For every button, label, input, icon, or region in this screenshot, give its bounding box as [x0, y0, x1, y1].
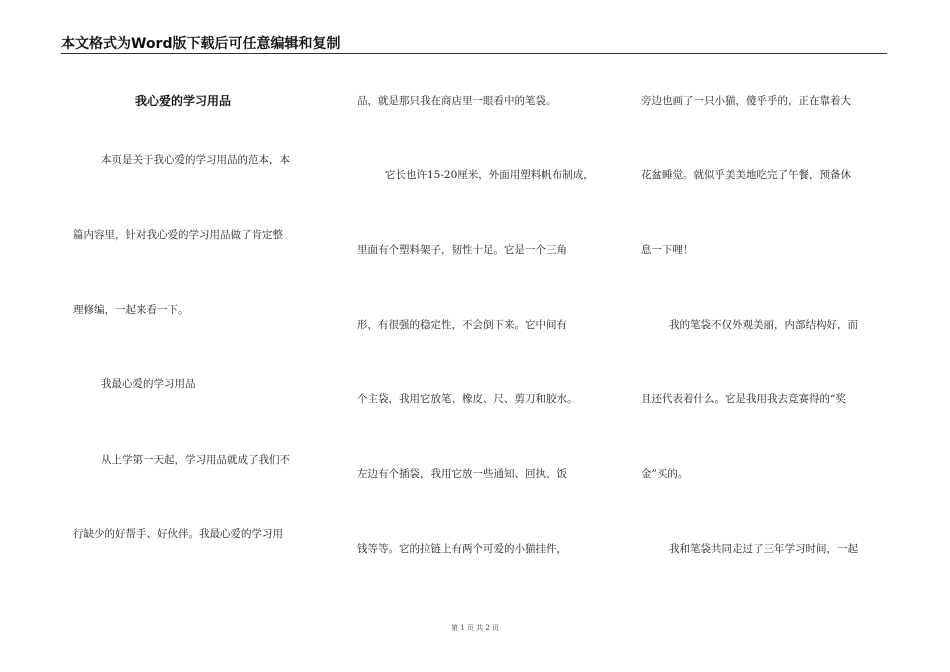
paragraph-line: 从上学第一天起，学习用品就成了我们不: [101, 454, 290, 466]
paragraph-line: 钱等等。它的拉链上有两个可爱的小猫挂件，: [357, 543, 567, 555]
paragraph-line: 形，有很强的稳定性，不会倒下来。它中间有: [357, 319, 567, 331]
paragraph-line: 左边有个插袋，我用它放一些通知、回执、饭: [357, 468, 567, 480]
page-number-footer: 第 1 页 共 2 页: [450, 624, 500, 632]
article-title: 我心爱的学习用品: [135, 94, 232, 108]
paragraph-line: 里面有个塑料架子，韧性十足。它是一个三角: [357, 244, 567, 256]
paragraph-line: 行缺少的好帮手、好伙伴。我最心爱的学习用: [73, 528, 283, 540]
text-column-1: [73, 0, 321, 672]
paragraph-line: 金”买的。: [641, 468, 689, 480]
paragraph-line: 个主袋，我用它放笔、橡皮、尺、剪刀和胶水。: [357, 393, 578, 405]
text-column-3: [641, 0, 889, 672]
paragraph-line: 息一下哩！: [641, 244, 694, 256]
paragraph-line: 它长也许15-20厘米，外面用塑料帆布制成，: [385, 169, 594, 181]
text-column-2: [357, 0, 605, 672]
paragraph-line: 篇内容里，针对我心爱的学习用品做了肯定整: [73, 229, 283, 241]
paragraph-line: 旁边也画了一只小猫，傻乎乎的，正在靠着大: [641, 95, 851, 107]
document-header-title: 本文格式为Word版下载后可任意编辑和复制: [61, 36, 341, 52]
paragraph-line: 且还代表着什么。它是我用我去竞赛得的“奖: [641, 393, 846, 405]
paragraph-line: 本页是关于我心爱的学习用品的范本，本: [101, 154, 290, 166]
paragraph-line: 我的笔袋不仅外观美丽，内部结构好，而: [669, 319, 858, 331]
paragraph-line: 理修编，一起来看一下。: [73, 304, 189, 316]
paragraph-line: 我和笔袋共同走过了三年学习时间，一起: [669, 543, 858, 555]
section-heading: 我最心爱的学习用品: [101, 378, 196, 390]
paragraph-line: 品，就是那只我在商店里一眼看中的笔袋。: [357, 95, 557, 107]
paragraph-line: 花盆睡觉。就似乎美美地吃完了午餐，预备休: [641, 169, 851, 181]
